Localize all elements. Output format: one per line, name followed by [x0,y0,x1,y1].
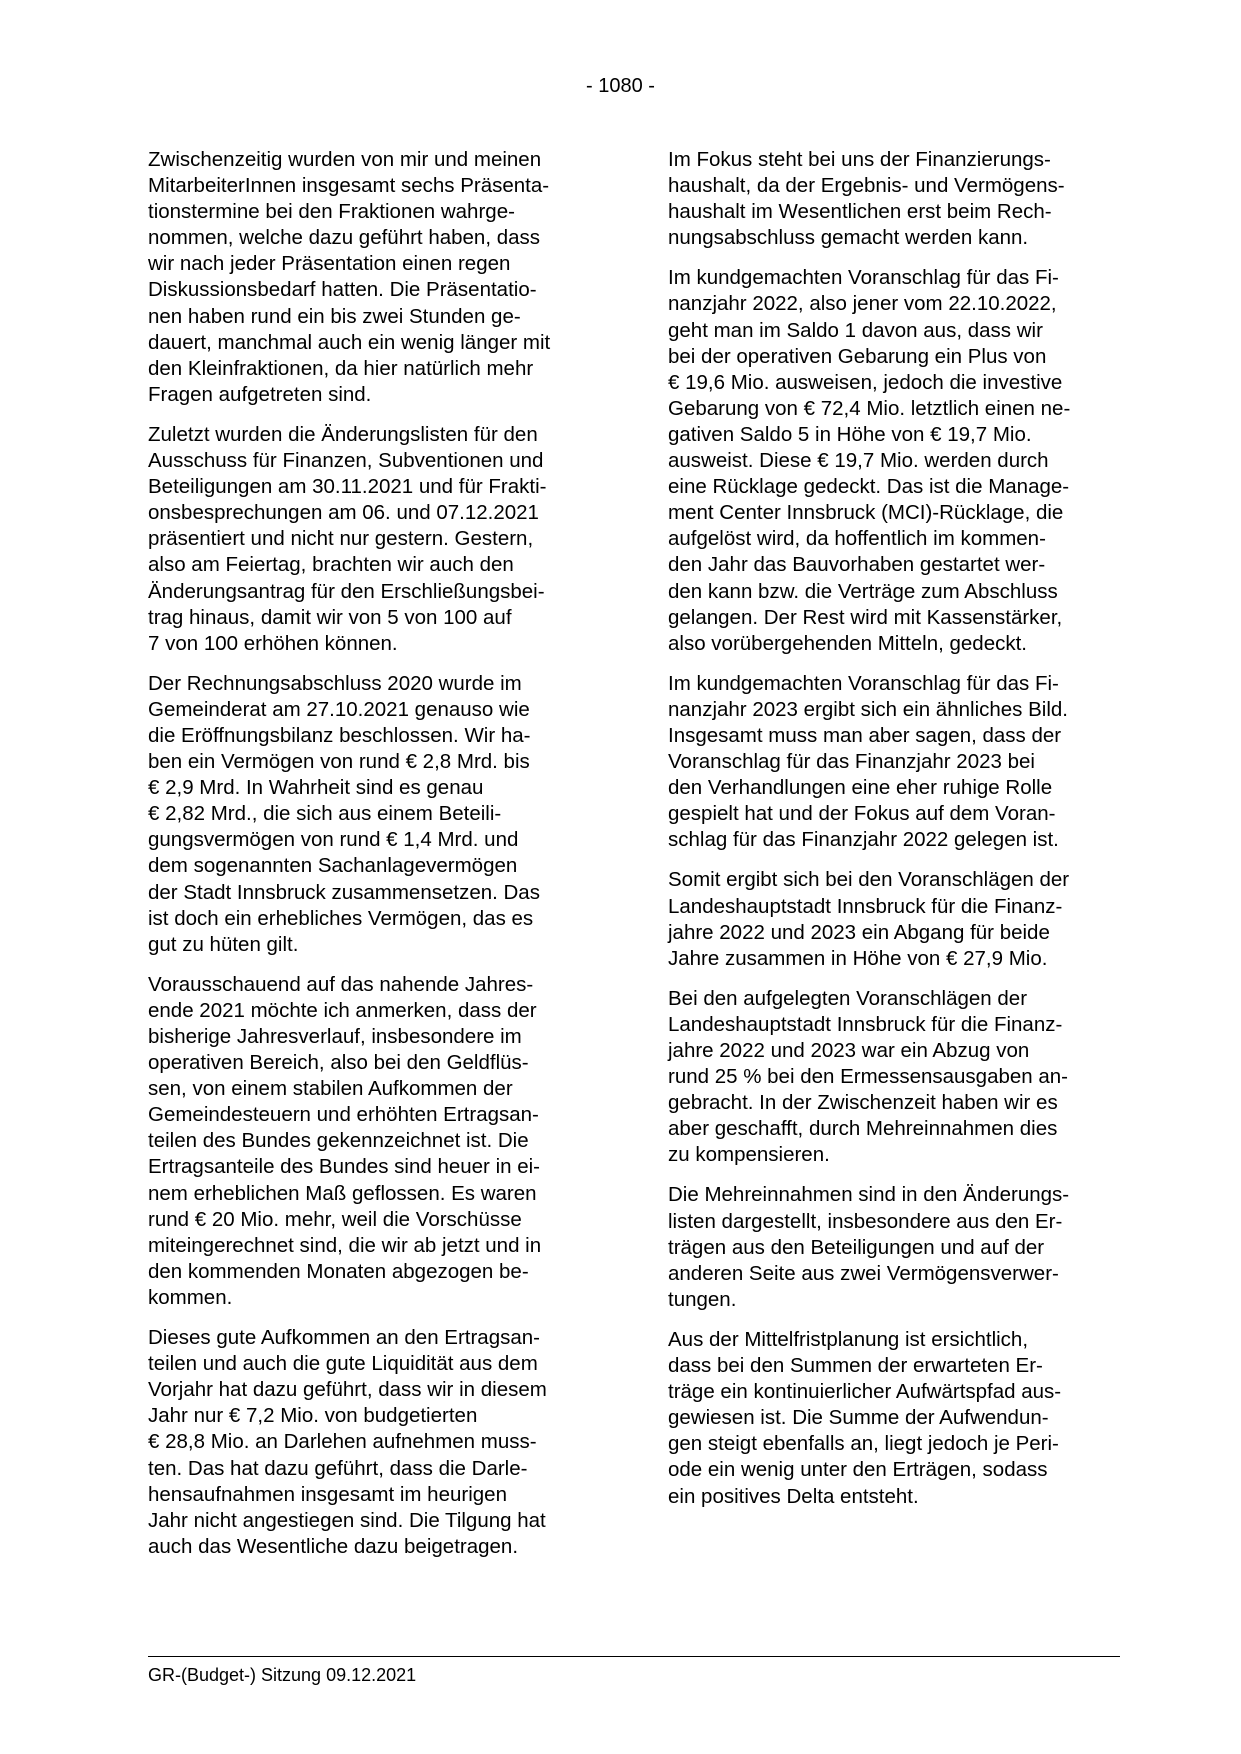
paragraph: Im kundgemachten Voranschlag für das Fi- nanzjahr 2022, also jener vom 22.10.2022, geht man im Saldo 1 davon aus, dass wir bei der operativen Gebarung ein Plus von € 19,6 Mio. ausweisen, jedoch die investive Gebarung von € 72,4 Mio. letztlich einen ne- gativen Saldo 5 in Höhe von € 19,7 Mio. ausweist. Diese € 19,7 Mio. werden durch eine Rücklage gedeckt. Das ist die Manage- ment Center Innsbruck (MCI)-Rücklage, die aufgelöst wird, da hoffentlich im kommen- den Jahr das Bauvorhaben gestartet wer- den kann bzw. die Verträge zum Abschluss gelangen. Der Rest wird mit Kassenstärker, also vorübergehenden Mitteln, gedeckt. [668,266,1071,655]
page-number: - 1080 - [586,75,655,97]
left-column [148,147,598,1574]
paragraph: Zwischenzeitig wurden von mir und meinen MitarbeiterInnen insgesamt sechs Präsenta- tionstermine bei den Fraktionen wahrge- nommen, welche dazu geführt haben, dass wir nach jeder Präsentation einen regen Diskussionsbedarf hatten. Die Präsentatio- nen haben rund ein bis zwei Stunden ge- dauert, manchmal auch ein wenig länger mit den Kleinfraktionen, da hier natürlich mehr Fragen aufgetreten sind. [148,148,551,406]
paragraph: Bei den aufgelegten Voranschlägen der Landeshauptstadt Innsbruck für die Finanz- jahre 2022 und 2023 war ein Abzug von rund 25 % bei den Ermessensausgaben an- gebracht. In der Zwischenzeit haben wir es aber geschafft, durch Mehreinnahmen dies zu kompensieren. [668,986,1069,1167]
right-column [668,147,1118,1524]
paragraph: Dieses gute Aufkommen an den Ertragsan- teilen und auch die gute Liquidität aus dem Vorjahr hat dazu geführt, dass wir in diesem Jahr nur € 7,2 Mio. von budgetierten € 28,8 Mio. an Darlehen aufnehmen muss- ten. Das hat dazu geführt, dass die Darle- hensaufnahmen insgesamt im heurigen Jahr nicht angestiegen sind. Die Tilgung hat auch das Wesentliche dazu beigetragen. [148,1326,547,1558]
paragraph: Die Mehreinnahmen sind in den Änderungs- listen dargestellt, insbesondere aus den Er- trägen aus den Beteiligungen und auf der anderen Seite aus zwei Vermögensverwer- tungen. [668,1183,1070,1311]
paragraph: Aus der Mittelfristplanung ist ersichtlich, dass bei den Summen der erwarteten Er- träge ein kontinuierlicher Aufwärtspfad aus- gewiesen ist. Die Summe der Aufwendun- gen steigt ebenfalls an, liegt jedoch je Peri- ode ein wenig unter den Erträgen, sodass ein positives Delta entsteht. [668,1327,1062,1508]
footer-divider [148,1656,1120,1657]
paragraph: Im Fokus steht bei uns der Finanzierungs- haushalt, da der Ergebnis- und Vermögens- haushalt im Wesentlichen erst beim Rech- nungsabschluss gemacht werden kann. [668,148,1065,250]
footer-session-label: GR-(Budget-) Sitzung 09.12.2021 [148,1665,417,1685]
paragraph: Somit ergibt sich bei den Voranschlägen der Landeshauptstadt Innsbruck für die Finanz- jahre 2022 und 2023 ein Abgang für beide Jahre zusammen in Höhe von € 27,9 Mio. [668,868,1070,970]
paragraph: Im kundgemachten Voranschlag für das Fi- nanzjahr 2023 ergibt sich ein ähnliches Bild. Insgesamt muss man aber sagen, dass der Voranschlag für das Finanzjahr 2023 bei den Verhandlungen eine eher ruhige Rolle gespielt hat und der Fokus auf dem Voran- schlag für das Finanzjahr 2022 gelegen ist. [668,671,1069,852]
paragraph: Der Rechnungsabschluss 2020 wurde im Gemeinderat am 27.10.2021 genauso wie die Eröffnungsbilanz beschlossen. Wir ha- ben ein Vermögen von rund € 2,8 Mrd. bis € 2,9 Mrd. In Wahrheit sind es genau € 2,82 Mrd., die sich aus einem Beteili- gungsvermögen von rund € 1,4 Mrd. und dem sogenannten Sachanlagevermögen der Stadt Innsbruck zusammensetzen. Das ist doch ein erhebliches Vermögen, das es gut zu hüten gilt. [148,671,540,956]
paragraph: Zuletzt wurden die Änderungslisten für den Ausschuss für Finanzen, Subventionen und Beteiligungen am 30.11.2021 und für Frakti- onsbesprechungen am 06. und 07.12.2021 präsentiert und nicht nur gestern. Gestern, also am Feiertag, brachten wir auch den Änderungsantrag für den Erschließungsbei- trag hinaus, damit wir von 5 von 100 auf 7 von 100 erhöhen können. [148,422,547,655]
paragraph: Vorausschauend auf das nahende Jahres- ende 2021 möchte ich anmerken, dass der bisherige Jahresverlauf, insbesondere im operativen Bereich, also bei den Geldflüs- sen, von einem stabilen Aufkommen der Gemeindesteuern und erhöhten Ertragsan- teilen des Bundes gekennzeichnet ist. Die Ertragsanteile des Bundes sind heuer in ei- nem erheblichen Maß geflossen. Es waren rund € 20 Mio. mehr, weil die Vorschüsse miteingerechnet sind, die wir ab jetzt und in den kommenden Monaten abgezogen be- kommen. [148,972,542,1309]
